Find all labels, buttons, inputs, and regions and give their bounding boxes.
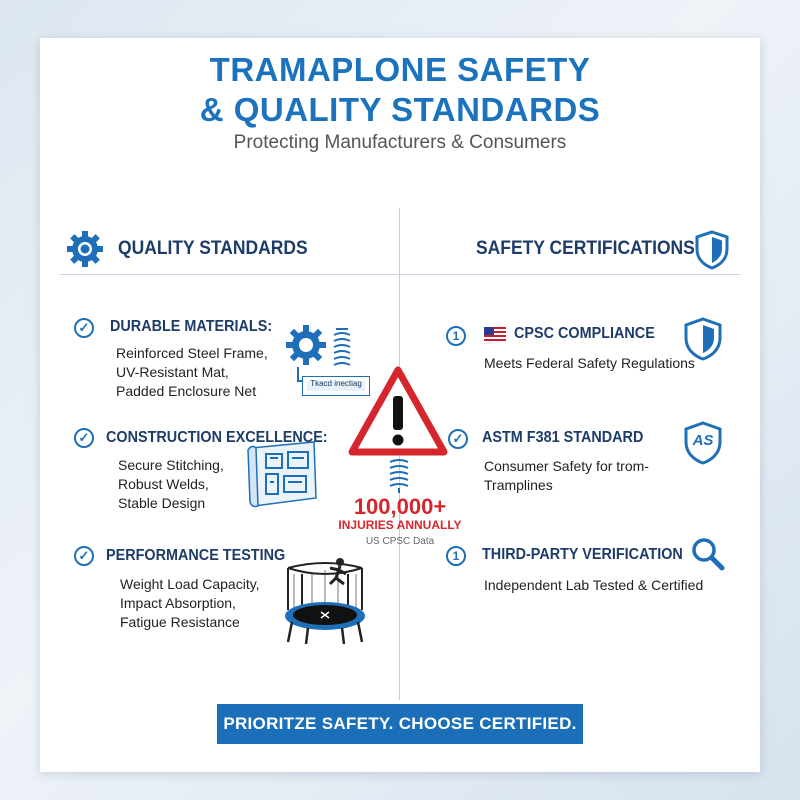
desc-line: Fatigue Resistance <box>120 614 240 630</box>
desc-line: Tramplines <box>484 477 553 493</box>
desc-line: Impact Absorption, <box>120 595 236 611</box>
safety-certifications-heading: SAFETY CERTIFICATIONS <box>476 238 695 259</box>
page-title <box>40 50 760 130</box>
desc-line: Reinforced Steel Frame, <box>116 345 268 361</box>
desc-line: Consumer Safety for trom- <box>484 458 649 474</box>
gear-icon <box>66 230 104 268</box>
astm-standard-desc <box>484 457 649 495</box>
cpsc-compliance-desc: Meets Federal Safety Regulations <box>484 355 695 371</box>
desc-line: UV-Resistant Mat, <box>116 364 229 380</box>
page-subtitle: Protecting Manufacturers & Consumers <box>233 132 567 153</box>
magnifier-icon <box>690 536 726 572</box>
check-icon: ✓ <box>448 429 468 449</box>
desc-line: Padded Enclosure Net <box>116 383 257 399</box>
horizontal-divider <box>60 274 740 275</box>
trampoline-icon <box>282 554 368 646</box>
durable-materials-desc <box>116 344 268 401</box>
shield-icon <box>682 316 724 362</box>
title-line-2: & QUALITY STANDARDS <box>199 91 601 128</box>
injury-stat-number: 100,000+ <box>353 494 447 519</box>
performance-testing-desc <box>120 575 260 632</box>
blueprint-icon <box>244 438 322 510</box>
performance-testing-title: PERFORMANCE TESTING <box>106 547 286 564</box>
spring-icon <box>386 458 412 494</box>
number-badge: 1 <box>446 326 466 346</box>
quality-standards-heading: QUALITY STANDARDS <box>118 238 308 259</box>
injury-stat-label: INJURIES ANNUALLY <box>338 518 462 532</box>
title-line-1: TRAMAPLONE SAFETY <box>209 51 591 88</box>
check-icon: ✓ <box>74 428 94 448</box>
desc-line: Robust Welds, <box>118 476 209 492</box>
check-icon: ✓ <box>74 318 94 338</box>
shield-icon <box>694 230 730 270</box>
cta-banner: PRIORITZE SAFETY. CHOOSE CERTIFIED. <box>217 704 583 744</box>
third-party-verification-desc: Independent Lab Tested & Certified <box>484 577 704 593</box>
injury-stat-source: US CPSC Data <box>365 536 435 547</box>
construction-excellence-title: CONSTRUCTION EXCELLENCE: <box>106 429 328 446</box>
check-icon: ✓ <box>74 546 94 566</box>
desc-line: Secure Stitching, <box>118 457 224 473</box>
desc-line: Weight Load Capacity, <box>120 576 260 592</box>
durable-materials-title: DURABLE MATERIALS: <box>110 318 273 335</box>
construction-excellence-desc <box>118 456 224 513</box>
infographic-card <box>40 38 760 772</box>
number-badge: 1 <box>446 546 466 566</box>
tag-label: Tkacd inectiag <box>310 379 362 388</box>
desc-line: Stable Design <box>118 495 206 511</box>
astm-standard-title: ASTM F381 STANDARD <box>482 429 644 446</box>
third-party-verification-title: THIRD-PARTY VERIFICATION <box>482 546 683 563</box>
astm-badge-label: AS <box>692 432 714 449</box>
warning-triangle-icon <box>346 364 450 460</box>
cpsc-compliance-title: CPSC COMPLIANCE <box>514 325 655 342</box>
us-flag-icon <box>484 327 506 341</box>
